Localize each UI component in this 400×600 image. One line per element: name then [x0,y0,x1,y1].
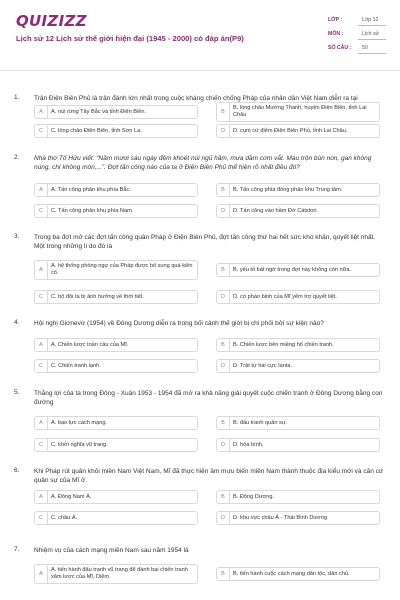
option-a[interactable] [34,260,198,280]
option-d[interactable] [216,124,380,138]
option-text: A. tiến hành đấu tranh vũ trang để đánh bại chiến tranh xâm lược của Mĩ, Diệm. [51,567,188,580]
option-letter: A [35,417,48,429]
option-text: C. lòng chảo Điện Biên, tỉnh Sơn La. [51,127,142,134]
option-letter: C [35,512,48,524]
option-text: C. châu Á. [51,514,78,521]
option-c[interactable] [34,204,198,218]
question-number: 3. [14,233,20,240]
option-a[interactable] [34,490,198,504]
option-letter: C [35,205,48,217]
option-b[interactable] [216,490,380,504]
option-text: C. khởi nghĩa vũ trang. [51,441,108,448]
option-text: D. cụm cứ điểm Điện Biên Phủ, tỉnh Lai Châu. [233,127,348,134]
option-b[interactable] [216,102,380,122]
option-text: B. Chiến lược bên miệng hố chiến tranh. [233,341,334,348]
question-number: 5. [14,389,20,396]
option-letter: B [217,568,230,580]
option-text: A. Tấn công phân khu phía Bắc. [51,186,131,193]
meta-count-label: SỐ CÂU : [328,45,352,51]
option-text: B. Tấn công phía đông phân khu Trung tâm. [233,186,343,193]
option-text: D. hòa bình. [233,441,264,448]
question-number: 2. [14,154,20,161]
meta-grade-underline [358,25,386,26]
worksheet-header [0,0,400,62]
meta-subject-underline [358,39,386,40]
option-text: D. Tấn công vào hầm Đờ Cátxtori. [233,207,319,214]
page-title: Lịch sử 12 Lịch sử thế giới hiện đại (1945 - 2000) có đáp án(P9) [16,34,244,43]
option-letter: A [35,491,48,503]
option-text: A. bạo lực cách mạng. [51,419,107,426]
option-letter: D [217,125,230,137]
option-c[interactable] [34,438,198,452]
option-text: C. Chiến tranh lạnh. [51,362,101,369]
option-a[interactable] [34,416,198,430]
meta-panel [328,14,386,56]
question-number: 7. [14,546,20,553]
meta-subject [328,28,386,42]
option-letter: B [217,103,230,121]
question-text: Nhà thơ Tố Hữu viết: “Năm mươi sáu ngày đêm khoét núi ngủ hầm, mưa dầm cơm vắt. Máu trộn bùn non, gan không núng, chí không mòn,...”. Đợt tấn công nào của ta ở Điện Biên Phủ thể hiện rõ nhất điều đó? [34,155,372,171]
question-number: 1. [14,94,20,101]
option-b[interactable] [216,338,380,352]
option-a[interactable] [34,564,198,584]
option-b[interactable] [216,183,380,197]
meta-count [328,42,386,56]
meta-grade [328,14,386,28]
option-letter: D [217,291,230,303]
option-a[interactable] [34,105,198,119]
option-b[interactable] [216,416,380,430]
question-text: Khi Pháp rút quân khỏi miền Nam Việt Nam, Mĩ đã thực hiện âm mưu biến miền Nam thành thuộc địa kiểu mới và căn cứ quân sự của Mĩ ở. [34,468,384,484]
option-c[interactable] [34,359,198,373]
option-text: C. Tấn công phân khu phía Nam. [51,207,134,214]
option-letter: C [35,125,48,137]
option-c[interactable] [34,511,198,525]
option-text: B. yếu tố bất ngờ trong đợt này không còn nữa. [233,266,352,273]
question-text: Nhiệm vụ của cách mạng miền Nam sau năm 1954 là [34,547,189,554]
option-d[interactable] [216,290,380,304]
option-letter: C [35,291,48,303]
option-text: D. có pháo binh của Mĩ yểm trợ quyết liệt. [233,293,337,300]
option-d[interactable] [216,204,380,218]
meta-grade-label: LỚP : [328,17,343,23]
option-letter: B [217,184,230,196]
option-c[interactable] [34,290,198,304]
option-d[interactable] [216,438,380,452]
meta-count-underline [358,53,386,54]
option-letter: B [217,339,230,351]
meta-subject-value: Lịch sử [362,31,380,37]
option-letter: D [217,439,230,451]
option-letter: A [35,106,48,118]
option-text: A. Chiến lược toàn cầu của Mĩ. [51,341,129,348]
option-letter: B [217,264,230,276]
option-letter: D [217,512,230,524]
question-number: 6. [14,467,20,474]
option-letter: C [35,439,48,451]
option-text: B. lòng chảo Mường Thanh, huyện Điện Biên, tỉnh Lai Châu [233,105,367,118]
meta-subject-label: MÔN : [328,31,344,37]
option-b[interactable] [216,567,380,581]
option-letter: A [35,339,48,351]
option-d[interactable] [216,511,380,525]
option-text: B. tiến hành cuộc cách mạng dân tộc, dân chủ. [233,570,350,577]
question-text: Thắng lợi của ta trong Đông - Xuân 1953 - 1954 đã mở ra khả năng giải quyết cuộc chiến tranh ở Đông Dương bằng con đường [34,390,383,406]
quizizz-logo: QUIZIZZ [16,12,87,30]
header-divider [0,70,400,71]
option-a[interactable] [34,183,198,197]
option-letter: B [217,417,230,429]
option-text: C. bộ đội ta bị ảnh hưởng về thời tiết. [51,293,144,300]
option-text: A. Đông Nam Á. [51,493,92,500]
option-letter: D [217,360,230,372]
option-letter: B [217,491,230,503]
option-letter: A [35,184,48,196]
meta-grade-value: Lớp 12 [362,17,379,23]
option-letter: A [35,261,48,279]
option-text: A. núi rừng Tây Bắc và tỉnh Điện Biên. [51,108,147,115]
option-text: D. khu vực châu Á - Thái Bình Dương [233,514,328,521]
option-letter: A [35,565,48,583]
option-letter: D [217,205,230,217]
option-d[interactable] [216,359,380,373]
option-c[interactable] [34,124,198,138]
option-text: B. Đông Dương. [233,493,274,500]
question-text: Hội nghị Giơnevơ (1954) về Đông Dương diễn ra trong bối cảnh thế giới bị chi phối bởi sự kiện nào? [34,320,324,327]
question-number: 4. [14,319,20,326]
option-text: A. hệ thống phòng ngự của Pháp được bố sung quá kiên cố. [51,263,193,276]
option-a[interactable] [34,338,198,352]
option-text: D. Trật tự hai cực Ianta. [233,362,293,369]
option-b[interactable] [216,263,380,277]
meta-count-value: 50 [362,45,368,51]
option-letter: C [35,360,48,372]
question-text: Trận Điện Biên Phủ là trận đánh lớn nhất trong cuộc kháng chiến chống Pháp của nhân dân Việt Nam diễn ra tại [34,95,358,102]
option-text: B. đấu tranh quân sự. [233,419,288,426]
question-text: Trong ba đợt mở các đợt tấn công quân Pháp ở Điện Biên Phủ, đợt tấn công thứ hai hết sức khó khăn, quyết liệt nhất. Một trong những lí do đó là [34,234,376,250]
